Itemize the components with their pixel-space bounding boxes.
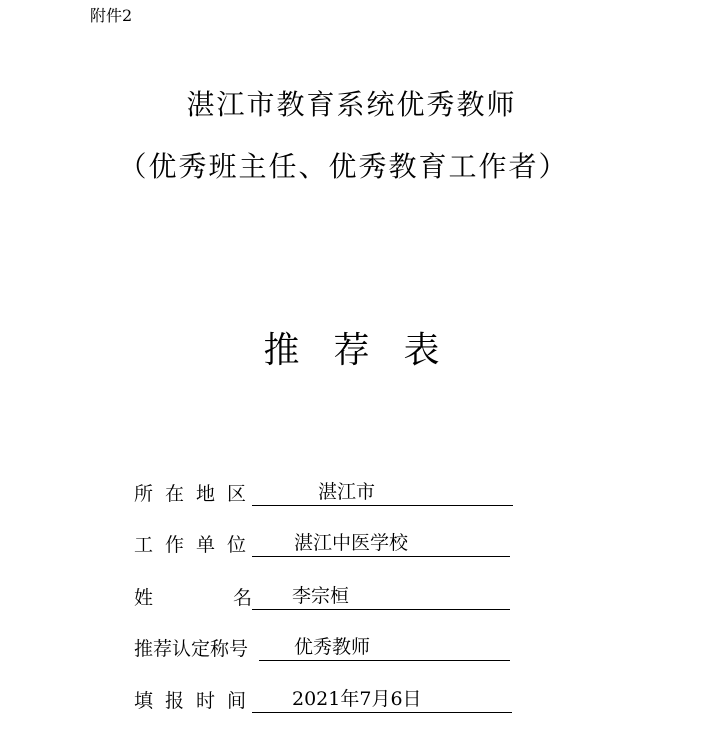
form-heading: 推荐表: [263, 330, 474, 371]
honor-label: 推荐认定称号: [134, 638, 249, 660]
date-label: 填报时间: [134, 690, 259, 712]
work-unit-row: [134, 531, 510, 557]
region-row: [134, 480, 513, 506]
document-title-line2: （优秀班主任、优秀教育工作者）: [118, 150, 569, 183]
document-title-line1: 湛江市教育系统优秀教师: [186, 88, 517, 121]
region-label: 所在地区: [134, 483, 259, 505]
date-row: [134, 687, 512, 713]
honor-value: 优秀教师: [259, 635, 510, 661]
date-value: 2021年7月6日: [252, 687, 512, 713]
work-unit-label: 工作单位: [134, 534, 259, 556]
name-label-first: 姓: [134, 587, 154, 609]
attachment-label: 附件2: [90, 6, 133, 25]
name-row: [134, 584, 510, 610]
honor-row: [134, 635, 510, 661]
name-value: 李宗桓: [252, 584, 510, 610]
work-unit-value: 湛江中医学校: [252, 531, 510, 557]
region-value: 湛江市: [252, 480, 513, 506]
name-label-last: 名: [232, 587, 252, 609]
name-label: [134, 583, 252, 610]
